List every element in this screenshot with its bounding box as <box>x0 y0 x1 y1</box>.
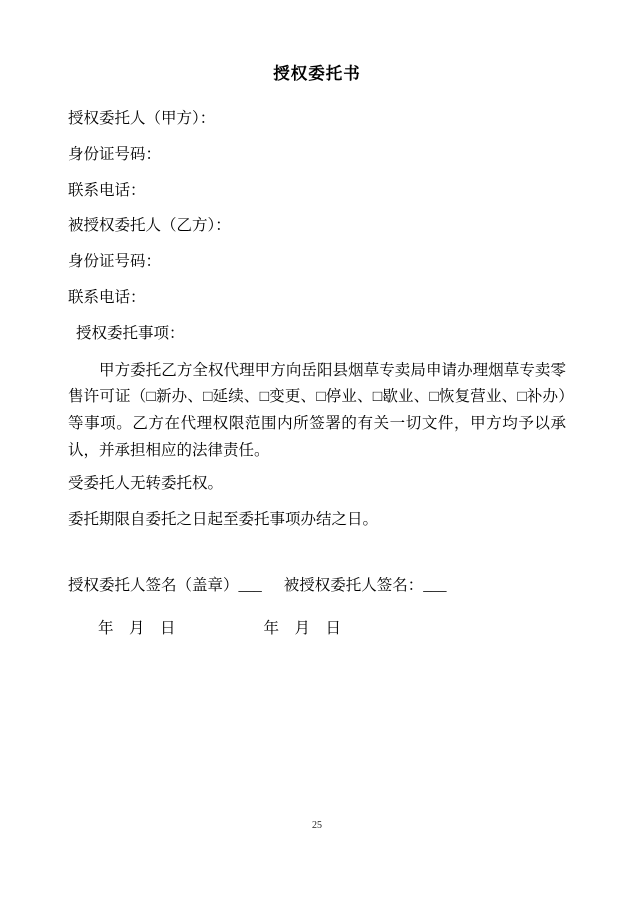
field-agent-phone: 联系电话： <box>68 289 146 307</box>
document-body <box>68 62 566 641</box>
date-row <box>68 617 566 642</box>
spacer <box>68 544 566 574</box>
signature-row <box>68 574 566 599</box>
date-principal: 年 月 日 <box>98 619 176 637</box>
page-title: 授权委托书 <box>273 64 361 83</box>
statement-term: 委托期限自委托之日起至委托事项办结之日。 <box>68 511 379 529</box>
section-label-authorized-matters: 授权委托事项： <box>76 324 185 342</box>
spacer <box>68 599 566 617</box>
body-paragraph: 甲方委托乙方全权代理甲方向岳阳县烟草专卖局申请办理烟草专卖零售许可证（□新办、□延续、□变更、□停业、□歇业、□恢复营业、□补办）等事项。乙方在代理权限范围内所签署的有关一切文件，甲方均予以承认，并承担相应的法律责任。 <box>68 361 566 459</box>
page-number: 25 <box>312 820 322 831</box>
field-principal-phone: 联系电话： <box>68 181 146 199</box>
signature-agent-label: 被授权委托人签名：___ <box>283 576 447 594</box>
statement-no-subdelegation: 受委托人无转委托权。 <box>68 475 224 493</box>
field-agent-name: 被授权委托人（乙方）： <box>68 217 231 235</box>
signature-principal-label: 授权委托人签名（盖章）___ <box>68 576 262 594</box>
field-principal-name: 授权委托人（甲方）： <box>68 110 216 128</box>
date-agent: 年 月 日 <box>263 619 342 637</box>
field-principal-id: 身份证号码： <box>68 145 162 163</box>
field-agent-id: 身份证号码： <box>68 253 162 271</box>
